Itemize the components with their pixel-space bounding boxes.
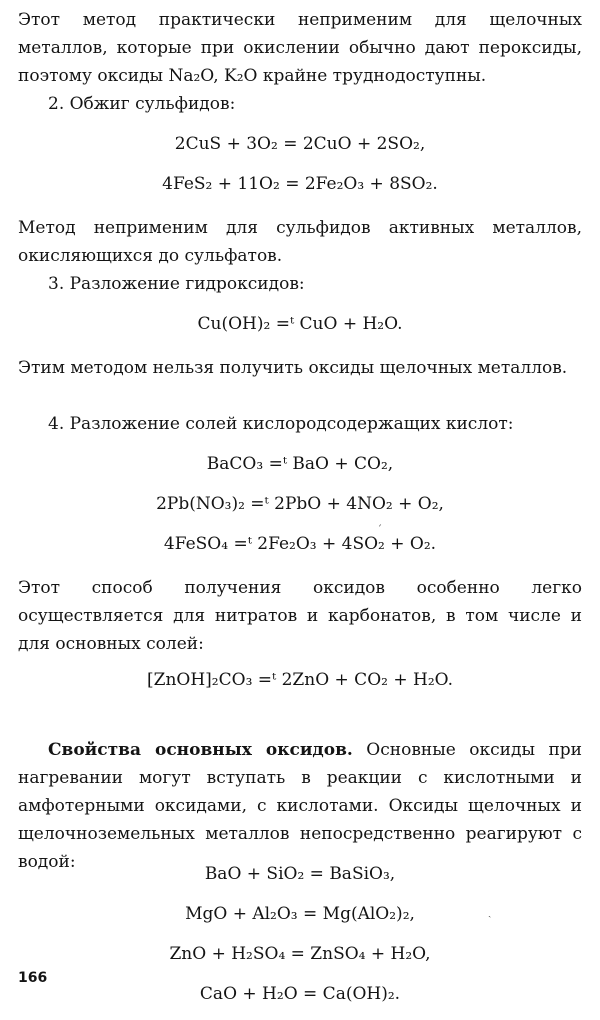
equation-pb-no3: 2Pb(NO₃)₂ =ᵗ 2PbO + 4NO₂ + O₂, [156, 494, 444, 514]
page-body [18, 6, 582, 1020]
equation-basic-salt: [ZnOH]₂CO₃ =ᵗ 2ZnO + CO₂ + H₂O. [147, 670, 453, 690]
equation-zno-h2so4: ZnO + H₂SO₄ = ZnSO₄ + H₂O, [169, 944, 431, 964]
equation-baco3: BaCO₃ =ᵗ BaO + CO₂, [206, 454, 394, 474]
equation-cu-oh2: Cu(OH)₂ =ᵗ CuO + H₂O. [197, 314, 403, 334]
section-title: Свойства основных оксидов. [48, 740, 353, 760]
print-speck: ˏ [488, 907, 492, 918]
equation-fes2-roasting: 4FeS₂ + 11O₂ = 2Fe₂O₃ + 8SO₂. [162, 174, 438, 194]
print-speck: ˊ [377, 525, 382, 536]
equation-mgo-al2o3: MgO + Al₂O₃ = Mg(AlO₂)₂, [185, 904, 415, 924]
method-3-heading: 3. Разложение гидроксидов: [48, 274, 305, 294]
method-4-heading: 4. Разложение солей кислородсодержащих кислот: [48, 414, 514, 434]
equation-bao-sio2: BaO + SiO₂ = BaSiO₃, [204, 864, 396, 884]
method-2-heading: 2. Обжиг сульфидов: [48, 94, 236, 114]
equation-cao-h2o: CaO + H₂O = Ca(OH)₂. [199, 984, 401, 1004]
paragraph-nitrates-carbonates: Этот способ получения оксидов особенно легко осуществляется для нитратов и карбонатов, в том числе и для основных солей: [18, 578, 582, 654]
equation-feso4: 4FeSO₄ =ᵗ 2Fe₂O₃ + 4SO₂ + O₂. [163, 534, 437, 554]
paragraph-intro: Этот метод практически неприменим для щелочных металлов, которые при окислении обычно дают пероксиды, поэтому оксиды Na₂O, K₂O крайне труднодоступны. [18, 10, 582, 86]
equation-cus-roasting: 2CuS + 3O₂ = 2CuO + 2SO₂, [174, 134, 426, 154]
page-number: 166 [18, 970, 48, 986]
section-text: Основные оксиды при нагревании могут вступать в реакции с кислотными и амфотерными оксидами, с кислотами. Оксиды щелочных и щелочноземельных металлов непосредственно реагируют с водой: [18, 740, 583, 872]
paragraph-hydroxide-limit: Этим методом нельзя получить оксиды щелочных металлов. [18, 358, 568, 378]
paragraph-sulfide-limit: Метод неприменим для сульфидов активных металлов, окисляющихся до сульфатов. [18, 218, 582, 266]
paragraph-basic-oxides-properties [18, 736, 583, 872]
